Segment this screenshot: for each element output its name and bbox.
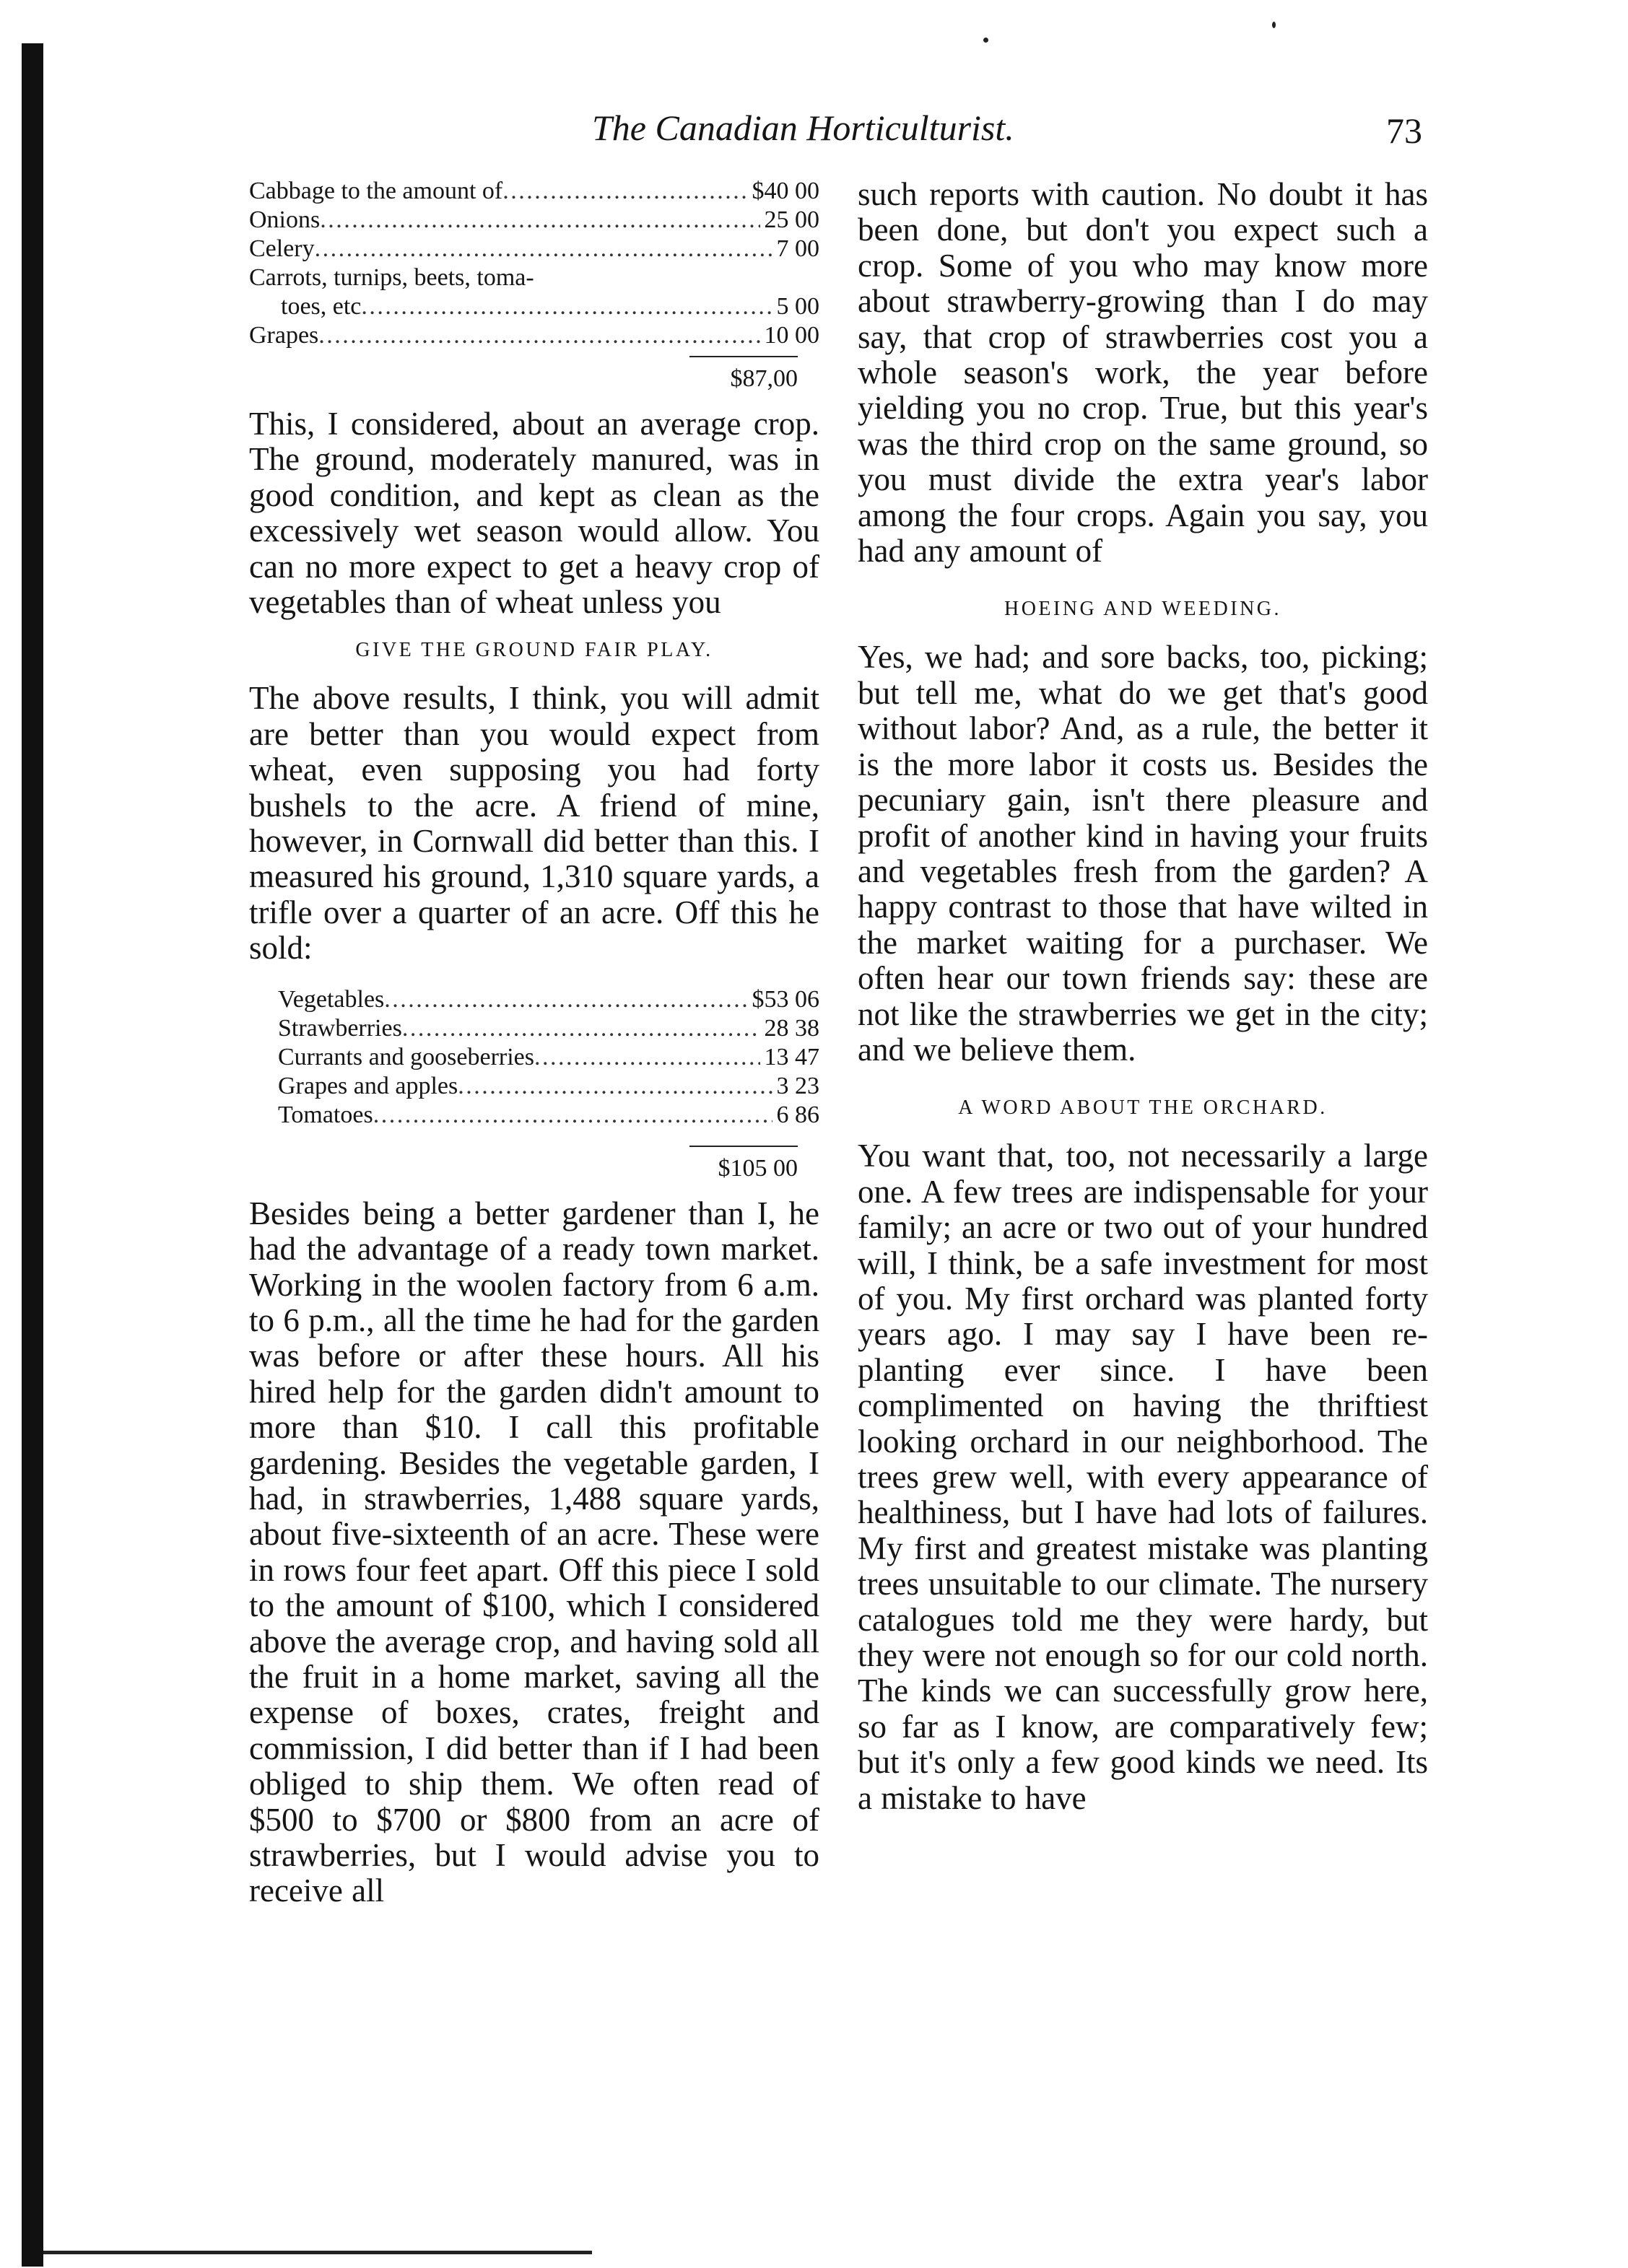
ledger-label: Currants and gooseberries bbox=[278, 1043, 535, 1070]
ledger-row bbox=[249, 292, 819, 321]
ledger-label: Onions bbox=[249, 206, 321, 233]
ledger-row bbox=[249, 206, 819, 235]
paragraph: You want that, too, not necessarily a large one. A few trees are indispensable for your family; an acre or two out of your hundred will, I think, be a safe investment for most of you. My first orchard was planted forty years ago. I may say I have been re-planting ever since. I have been complimented on having the thriftiest looking orchard in our neighborhood. The trees grew well, with every appearance of healthiness, but I have had lots of failures. My first and greatest mistake was planting trees unsuitable to our climate. The nursery catalogues told me they were hardy, but they were not enough so for our cold north. The kinds we can successfully grow here, so far as I know, are comparatively few; but it's only a few good kinds we need. Its a mistake to have bbox=[858, 1138, 1428, 1816]
paragraph: such reports with caution. No doubt it has been done, but don't you expect such a crop. Some of you who may know more about strawberry-growing than I do may say, that crop of strawberries cost you a whole season's work, the year before yielding you no crop. True, but this year's was the third crop on the same ground, so you must divide the extra year's labor among the four crops. Again you say, you had any amount of bbox=[858, 176, 1428, 570]
ledger-row bbox=[278, 1101, 819, 1130]
ledger-amount: 7 00 bbox=[776, 235, 819, 262]
ledger-label: Strawberries bbox=[278, 1014, 402, 1042]
paragraph: This, I considered, about an average crop. The ground, moderately manured, was in good condition, and kept as clean as the excessively wet season would allow. You can no more expect to get a heavy crop of vegetables than of wheat unless you bbox=[249, 406, 819, 621]
ledger-row bbox=[249, 235, 819, 263]
ledger-total: $105 00 bbox=[718, 1154, 798, 1182]
ledger-amount: 5 00 bbox=[776, 293, 819, 320]
page-header bbox=[245, 107, 1429, 157]
scan-speck bbox=[1272, 22, 1276, 28]
ledger-label: Vegetables bbox=[278, 985, 385, 1013]
running-title: The Canadian Horticulturist. bbox=[592, 108, 1014, 148]
ledger-row bbox=[278, 1072, 819, 1101]
ledger-row bbox=[278, 1014, 819, 1043]
bottom-edge-shadow bbox=[43, 2251, 592, 2254]
ledger-amount: $53 06 bbox=[752, 985, 819, 1013]
ledger-label: Celery bbox=[249, 235, 315, 262]
ledger-label: Carrots, turnips, beets, toma- bbox=[249, 264, 534, 291]
ledger-row bbox=[278, 985, 819, 1014]
ledger-amount: 6 86 bbox=[776, 1101, 819, 1128]
left-column bbox=[249, 177, 819, 1909]
ledger-amount: 3 23 bbox=[776, 1072, 819, 1099]
section-heading: HOEING AND WEEDING. bbox=[1004, 598, 1282, 621]
ledger-amount: 25 00 bbox=[764, 206, 819, 233]
section-heading: A WORD ABOUT THE ORCHARD. bbox=[958, 1096, 1328, 1120]
page-spine-shadow bbox=[22, 43, 43, 2267]
ledger-own-garden bbox=[249, 177, 819, 350]
ledger-label: Grapes and apples bbox=[278, 1072, 458, 1099]
ledger-label: toes, etc bbox=[281, 293, 362, 320]
ledger-amount: 10 00 bbox=[764, 322, 819, 349]
ledger-amount: 13 47 bbox=[764, 1043, 819, 1070]
scan-speck bbox=[983, 38, 988, 43]
ledger-label: Tomatoes bbox=[278, 1101, 373, 1128]
ledger-amount: 28 38 bbox=[764, 1014, 819, 1042]
ledger-row bbox=[249, 177, 819, 206]
right-column bbox=[858, 177, 1428, 1816]
section-heading: GIVE THE GROUND FAIR PLAY. bbox=[355, 639, 713, 662]
paragraph: Besides being a better gardener than I, he had the advantage of a ready town market. Working in the woolen factory from 6 a.m. to 6 p.m., all the time he had for the garden was before or after these hours. All his hired help for the garden didn't amount to more than $10. I call this profitable gardening. Besides the vegetable garden, I had, in strawberries, 1,488 square yards, about five-sixteenth of an acre. These were in rows four feet apart. Off this piece I sold to the amount of $100, which I considered above the average crop, and having sold all the fruit in a home market, saving all the expense of boxes, crates, freight and commission, I did better than if I had been obliged to ship them. We often read of $500 to $700 or $800 from an acre of strawberries, but I would advise you to receive all bbox=[249, 1195, 819, 1909]
ledger-label: Cabbage to the amount of bbox=[249, 178, 503, 204]
ledger-row bbox=[249, 321, 819, 350]
paragraph: The above results, I think, you will admit are better than you would expect from wheat, even supposing you had forty bushels to the acre. A friend of mine, however, in Cornwall did better than this. I measured his ground, 1,310 square yards, a trifle over a quarter of an acre. Off this he sold: bbox=[249, 680, 819, 967]
total-rule bbox=[689, 356, 798, 357]
ledger-row bbox=[249, 263, 819, 292]
ledger-row bbox=[278, 1043, 819, 1072]
ledger-amount: $40 00 bbox=[752, 178, 819, 204]
ledger-total: $87,00 bbox=[730, 365, 798, 392]
paragraph: Yes, we had; and sore backs, too, picking; but tell me, what do we get that's good without labor? And, as a rule, the better it is the more labor it costs us. Besides the pecuniary gain, isn't there pleasure and profit of another kind in having your fruits and vegetables fresh from the garden? A happy contrast to those that have wilted in the market waiting for a purchaser. We often hear our town friends say: these are not like the strawberries we get in the city; and we believe them. bbox=[858, 639, 1428, 1068]
ledger-label: Grapes bbox=[249, 322, 319, 349]
total-rule bbox=[689, 1146, 798, 1147]
page-number: 73 bbox=[1386, 110, 1422, 151]
ledger-friend-garden bbox=[249, 985, 819, 1130]
